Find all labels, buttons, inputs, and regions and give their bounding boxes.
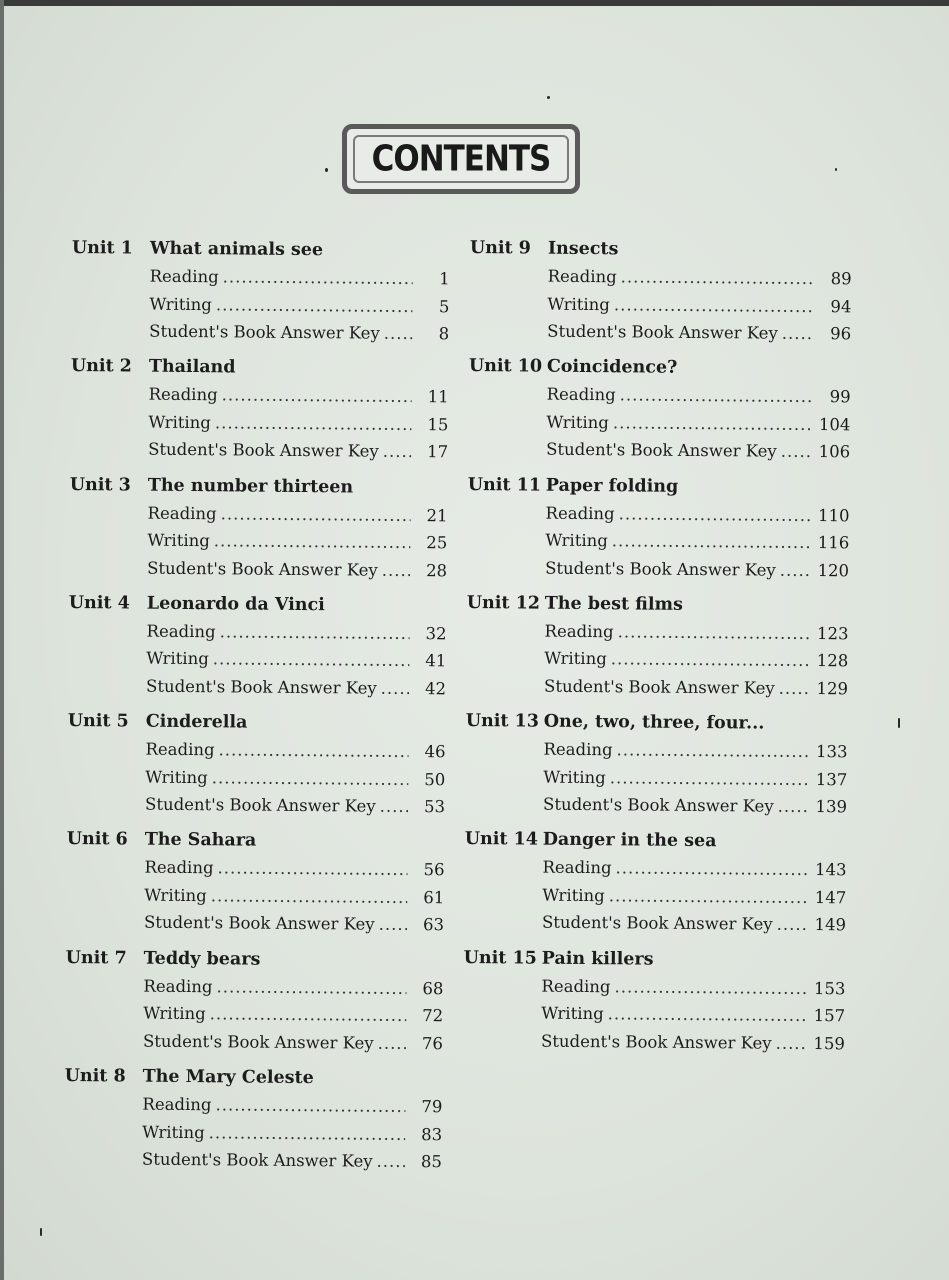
dot-leader (214, 531, 411, 552)
entry-label: Writing (149, 294, 212, 314)
page-number: 17 (427, 442, 449, 462)
unit-number: Unit 14 (464, 829, 539, 851)
unit-heading (468, 475, 850, 506)
page-number: 157 (813, 1006, 846, 1026)
page-number: 1 (439, 269, 450, 289)
unit-number: Unit 3 (69, 474, 131, 496)
page-number: 94 (830, 296, 852, 316)
page-number: 143 (814, 860, 847, 880)
toc-entry (143, 1031, 443, 1061)
toc-entry (546, 440, 850, 470)
contents-unit (469, 238, 852, 360)
unit-number: Unit 12 (466, 592, 541, 614)
entry-label: Writing (543, 767, 606, 787)
unit-heading (465, 829, 847, 860)
toc-entry (147, 503, 447, 533)
dot-leader (619, 504, 813, 525)
dot-leader (215, 413, 412, 434)
entry-label: Writing (143, 1003, 206, 1024)
toc-entry (541, 1031, 845, 1061)
entry-label: Student's Book Answer Key (147, 558, 378, 580)
dot-leader (216, 295, 413, 316)
contents-title-frame (342, 124, 580, 194)
toc-entry (544, 677, 848, 707)
scan-edge-top (0, 0, 949, 6)
dot-leader (613, 413, 814, 434)
toc-entry (542, 886, 846, 916)
contents-unit (68, 593, 447, 715)
dot-leader (782, 324, 815, 343)
toc-entry (542, 858, 846, 888)
unit-title: Cinderella (145, 711, 248, 733)
unit-title: The Sahara (144, 830, 257, 852)
page-number: 123 (816, 623, 849, 644)
entry-label: Reading (142, 1094, 212, 1115)
contents-unit (66, 829, 445, 951)
page-number: 99 (829, 387, 851, 407)
entry-label: Reading (146, 621, 216, 642)
toc-entry (547, 294, 851, 324)
toc-entry (145, 740, 445, 770)
unit-number: Unit 5 (67, 711, 129, 732)
unit-title: Thailand (148, 356, 236, 378)
entry-label: Reading (145, 739, 215, 760)
unit-heading (67, 829, 445, 860)
entry-label: Student's Book Answer Key (547, 321, 778, 343)
unit-heading (68, 711, 446, 742)
dot-leader (617, 740, 811, 761)
dot-leader (620, 386, 814, 407)
entry-label: Writing (541, 1003, 604, 1024)
toc-entry (542, 913, 846, 943)
ink-speck (898, 718, 900, 728)
entry-label: Student's Book Answer Key (148, 439, 379, 461)
dot-leader (383, 442, 412, 461)
scan-edge-left (0, 0, 4, 1280)
contents-column-right (463, 238, 852, 1069)
unit-title: Paper folding (545, 475, 679, 497)
entry-label: Student's Book Answer Key (144, 794, 376, 816)
entry-label: Student's Book Answer Key (149, 321, 380, 343)
unit-heading (66, 948, 444, 979)
page-number: 46 (424, 742, 446, 762)
unit-heading (464, 948, 846, 979)
ink-speck (835, 168, 837, 171)
dot-leader (614, 295, 815, 316)
toc-entry (148, 412, 448, 442)
page-number: 120 (817, 560, 850, 580)
entry-label: Reading (542, 858, 612, 878)
page-number: 76 (421, 1033, 444, 1054)
entry-label: Student's Book Answer Key (541, 913, 773, 935)
page-number: 116 (817, 533, 850, 553)
toc-entry (546, 412, 850, 442)
unit-heading (69, 593, 447, 624)
dot-leader (377, 1152, 406, 1171)
page-number: 32 (425, 623, 447, 644)
toc-entry (144, 858, 444, 888)
entry-label: Reading (144, 858, 214, 878)
unit-title: Danger in the sea (542, 830, 717, 852)
dot-leader (618, 622, 812, 643)
page-number: 72 (422, 1006, 444, 1026)
contents-column-left (64, 238, 450, 1188)
unit-number: Unit 10 (468, 356, 543, 377)
entry-label: Student's Book Answer Key (544, 676, 775, 698)
entry-label: Reading (543, 739, 613, 760)
contents-unit (71, 238, 450, 360)
dot-leader (778, 797, 811, 816)
page-number: 68 (422, 978, 444, 999)
page-number: 25 (426, 533, 448, 553)
dot-leader (384, 324, 413, 343)
toc-entry (145, 767, 445, 797)
toc-entry (149, 294, 449, 324)
unit-title: One, two, three, four... (543, 711, 765, 734)
ink-speck (547, 96, 550, 99)
entry-label: Reading (147, 503, 217, 523)
dot-leader (380, 797, 409, 816)
entry-label: Student's Book Answer Key (142, 1031, 374, 1053)
dot-leader (213, 650, 410, 671)
page-number: 147 (814, 888, 847, 908)
page-number: 61 (423, 888, 445, 908)
dot-leader (378, 1033, 407, 1052)
unit-title: The Mary Celeste (142, 1066, 314, 1089)
entry-label: Writing (148, 412, 211, 433)
page-number: 56 (423, 860, 445, 880)
unit-number: Unit 2 (70, 356, 132, 377)
unit-heading (65, 1066, 443, 1097)
unit-number: Unit 6 (66, 829, 128, 850)
entry-label: Writing (542, 885, 605, 906)
page-number: 139 (815, 797, 848, 817)
unit-number: Unit 4 (68, 592, 130, 614)
unit-heading (72, 238, 450, 269)
dot-leader (781, 442, 814, 461)
page-number: 11 (427, 387, 449, 407)
entry-label: Writing (147, 530, 210, 551)
dot-leader (222, 386, 412, 407)
entry-label: Student's Book Answer Key (546, 439, 777, 461)
unit-heading (470, 238, 852, 269)
dot-leader (221, 504, 411, 525)
contents-unit (65, 948, 444, 1070)
toc-entry (543, 795, 847, 825)
unit-title: Insects (547, 238, 619, 260)
page-number: 21 (426, 505, 448, 525)
contents-unit (70, 356, 449, 478)
dot-leader (615, 859, 809, 880)
contents-unit (464, 829, 847, 951)
unit-number: Unit 7 (65, 947, 127, 969)
dot-leader (614, 977, 808, 998)
entry-label: Reading (544, 621, 614, 642)
toc-entry (543, 740, 847, 770)
entry-label: Reading (148, 384, 218, 405)
toc-entry (147, 531, 447, 561)
page-number: 8 (438, 324, 450, 344)
toc-entry (541, 1004, 845, 1034)
dot-leader (780, 560, 813, 579)
unit-number: Unit 15 (463, 947, 537, 969)
dot-leader (610, 768, 811, 789)
unit-title: Coincidence? (546, 356, 678, 379)
entry-label: Writing (546, 412, 609, 433)
page-number: 106 (818, 442, 851, 462)
entry-label: Writing (145, 767, 208, 787)
page-number: 83 (421, 1124, 443, 1144)
toc-entry (143, 976, 443, 1006)
unit-title: The best films (544, 593, 684, 615)
page-number: 15 (427, 414, 449, 435)
unit-heading (70, 475, 448, 506)
dot-leader (779, 679, 812, 698)
page-number: 137 (815, 769, 848, 790)
dot-leader (777, 915, 810, 934)
dot-leader (612, 531, 813, 552)
toc-entry (146, 649, 446, 679)
page-number: 133 (815, 742, 848, 762)
toc-entry (150, 267, 450, 297)
toc-entry (545, 531, 849, 561)
dot-leader (379, 915, 408, 934)
entry-label: Reading (541, 976, 611, 997)
unit-title: Pain killers (541, 948, 654, 970)
page-number: 53 (423, 797, 446, 817)
toc-entry (148, 385, 448, 415)
unit-heading (467, 593, 849, 624)
entry-label: Writing (545, 530, 608, 551)
page-number: 128 (816, 651, 849, 671)
entry-label: Reading (545, 503, 615, 523)
toc-entry (547, 322, 851, 352)
unit-title: What animals see (149, 238, 324, 261)
dot-leader (382, 560, 411, 579)
toc-entry (146, 677, 446, 707)
toc-entry (546, 385, 850, 415)
unit-heading (466, 711, 848, 742)
unit-number: Unit 9 (469, 238, 531, 259)
dot-leader (211, 886, 408, 907)
page-number: 96 (830, 324, 852, 344)
dot-leader (223, 267, 413, 288)
page-number: 129 (816, 678, 849, 699)
dot-leader (209, 1123, 406, 1144)
page-number: 79 (421, 1097, 443, 1117)
unit-heading (71, 356, 449, 387)
toc-entry (543, 767, 847, 797)
unit-title: Leonardo da Vinci (146, 593, 325, 616)
toc-entry (146, 622, 446, 652)
ink-speck (40, 1228, 42, 1236)
dot-leader (609, 886, 810, 907)
contents-unit (463, 948, 846, 1070)
page-number: 159 (813, 1033, 846, 1054)
toc-entry (144, 886, 444, 916)
contents-unit (466, 593, 849, 715)
page-number: 5 (438, 296, 450, 316)
entry-label: Student's Book Answer Key (540, 1031, 772, 1053)
dot-leader (621, 267, 815, 288)
contents-unit (64, 1066, 443, 1188)
unit-title: The number thirteen (147, 475, 354, 498)
toc-entry (548, 267, 852, 297)
page-number: 149 (814, 915, 847, 935)
dot-leader (215, 1095, 405, 1116)
dot-leader (216, 977, 406, 998)
dot-leader (608, 1005, 809, 1026)
toc-entry (147, 558, 447, 588)
unit-title: Teddy bears (143, 948, 261, 970)
toc-entry (142, 1122, 442, 1152)
entry-label: Writing (544, 649, 607, 669)
page-number: 85 (420, 1152, 443, 1172)
dot-leader (217, 859, 407, 880)
entry-label: Student's Book Answer Key (143, 913, 375, 935)
toc-entry (148, 440, 448, 470)
entry-label: Writing (142, 1122, 205, 1142)
page-number: 28 (426, 560, 448, 580)
dot-leader (212, 768, 409, 789)
contents-unit (67, 711, 446, 833)
dot-leader (381, 679, 410, 698)
page-number: 50 (424, 769, 446, 789)
page-number: 104 (818, 414, 851, 435)
entry-label: Writing (146, 649, 209, 669)
dot-leader (210, 1005, 407, 1026)
entry-label: Student's Book Answer Key (545, 558, 776, 580)
ink-speck (325, 168, 328, 172)
toc-entry (142, 1150, 442, 1180)
contents-unit (69, 475, 448, 597)
unit-number: Unit 1 (71, 238, 133, 259)
toc-entry (143, 1004, 443, 1034)
unit-heading (469, 356, 851, 387)
entry-label: Reading (546, 384, 616, 405)
page-number: 42 (424, 678, 447, 699)
toc-entry (149, 322, 449, 352)
contents-unit (465, 711, 848, 833)
page-number: 89 (830, 269, 852, 289)
toc-entry (145, 795, 445, 825)
page-number: 63 (422, 915, 445, 935)
entry-label: Reading (143, 976, 213, 997)
dot-leader (220, 622, 410, 643)
page-number: 153 (813, 978, 846, 999)
toc-entry (541, 976, 845, 1006)
unit-number: Unit 11 (467, 474, 542, 496)
entry-label: Student's Book Answer Key (542, 794, 774, 816)
toc-entry (142, 1095, 442, 1125)
dot-leader (219, 740, 409, 761)
entry-label: Reading (149, 266, 219, 287)
entry-label: Student's Book Answer Key (146, 676, 377, 698)
toc-entry (544, 622, 848, 652)
toc-entry (545, 503, 849, 533)
entry-label: Writing (547, 294, 610, 314)
dot-leader (776, 1033, 809, 1052)
toc-entry (144, 913, 444, 943)
page-title: CONTENTS (371, 138, 551, 180)
entry-label: Reading (547, 266, 617, 287)
entry-label: Writing (144, 885, 207, 906)
dot-leader (611, 650, 812, 671)
page-number: 41 (425, 651, 447, 671)
entry-label: Student's Book Answer Key (141, 1149, 373, 1171)
toc-entry (545, 558, 849, 588)
unit-number: Unit 8 (64, 1066, 126, 1087)
unit-number: Unit 13 (465, 711, 540, 732)
toc-entry (544, 649, 848, 679)
contents-unit (467, 475, 850, 597)
contents-unit (468, 356, 851, 478)
page-number: 110 (818, 505, 850, 525)
